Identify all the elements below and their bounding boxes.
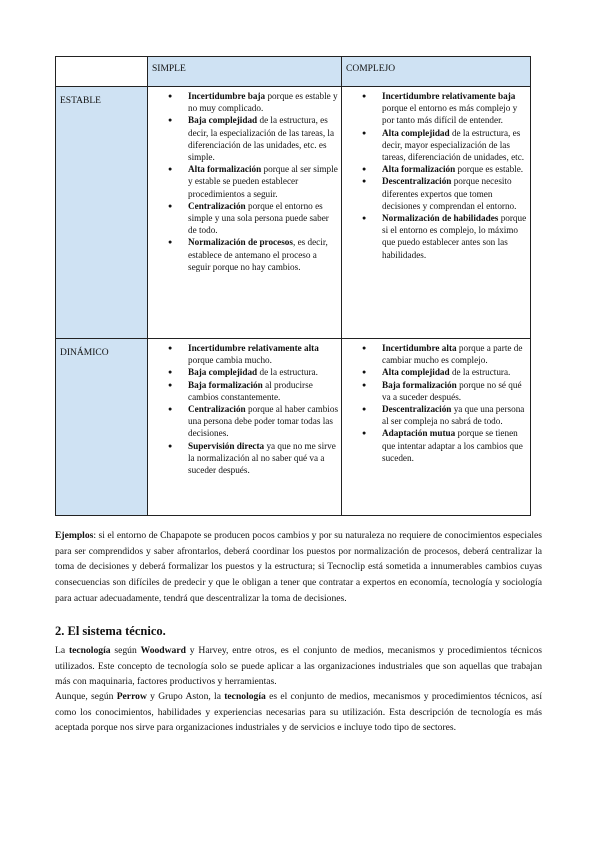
table-row-dinamico — [56, 339, 531, 516]
list-item: ● Adaptación mutua porque se tienen que intentar adaptar a los cambios que suceden. — [382, 427, 528, 464]
list-item: ● Supervisión directa ya que no me sirve la normalización al no saber qué va a suceder después. — [188, 440, 339, 477]
list-item: ● Alta formalización porque al ser simple y estable se pueden establecer procedimientos a seguir. — [188, 163, 339, 200]
cell-dinamico-complejo — [342, 339, 531, 516]
row-header-dinamico: DINÁMICO — [56, 339, 148, 516]
list-item: ● Baja complejidad de la estructura. — [188, 366, 339, 378]
col-header-complejo: COMPLEJO — [342, 57, 531, 87]
list-item: ● Baja complejidad de la estructura, es decir, la especialización de las tareas, la diferenciación de las unidades, etc. es simple. — [188, 114, 339, 163]
list-item: ● Centralización porque al haber cambios una persona debe poder tomar todas las decisiones. — [188, 403, 339, 440]
tecnologia-perrow-paragraph: Aunque, según Perrow y Grupo Aston, la tecnología es el conjunto de medios, mecanismos y procedimientos técnicos, así como los conocimientos, habilidades y experiencias necesarias para su utilización. Esta descripción de tecnología es más aceptada porque nos sirve para organizaciones industriales y de servicios e incluye todo tipo de sectores. — [55, 691, 542, 734]
list-item: ● Centralización porque el entorno es simple y una sola persona puede saber de todo. — [188, 200, 339, 237]
table-header-row — [56, 57, 531, 87]
row-header-estable: ESTABLE — [56, 87, 148, 339]
list-item: ● Normalización de habilidades porque si el entorno es complejo, lo máximo que puedo establecer antes son las habilidades. — [382, 212, 528, 261]
section-heading: 2. El sistema técnico. — [55, 624, 166, 638]
list-item: ● Baja formalización porque no sé qué va a suceder después. — [382, 379, 528, 403]
list-item: ● Incertidumbre baja porque es estable y no muy complicado. — [188, 90, 339, 114]
list-item: ● Incertidumbre relativamente alta porque cambia mucho. — [188, 342, 339, 366]
tecnologia-woodward-paragraph: La tecnología según Woodward y Harvey, entre otros, es el conjunto de medios, mecanismos y procedimientos técnicos utilizados. Este concepto de tecnología solo se puede aplicar a las organizaciones industriales que son aquellas que trabajan más con maquinaria, factores productivos y herramientas. — [55, 645, 542, 688]
environment-structure-table — [55, 56, 531, 516]
table-corner-cell — [56, 57, 148, 87]
list-item: ● Descentralización ya que una persona al ser compleja no sabrá de todo. — [382, 403, 528, 427]
list-item: ● Incertidumbre relativamente baja porque el entorno es más complejo y por tanto más difícil de entender. — [382, 90, 528, 127]
cell-dinamico-simple — [148, 339, 342, 516]
list-item: ● Alta complejidad de la estructura, es decir, mayor especialización de las tareas, diferenciación de unidades, etc. — [382, 127, 528, 164]
list-item: ● Incertidumbre alta porque a parte de cambiar mucho es complejo. — [382, 342, 528, 366]
cell-estable-simple — [148, 87, 342, 339]
list-item: ● Alta formalización porque es estable. — [382, 163, 528, 175]
cell-estable-complejo — [342, 87, 531, 339]
list-item: ● Normalización de procesos, es decir, establece de antemano el proceso a seguir porque no hay cambios. — [188, 236, 339, 273]
table-row-estable — [56, 87, 531, 339]
list-item: ● Baja formalización al producirse cambios constantemente. — [188, 379, 339, 403]
ejemplos-paragraph: Ejemplos: si el entorno de Chapapote se producen pocos cambios y por su naturaleza no requiere de conocimientos especiales para ser comprendidos y saber afrontarlos, deberá coordinar los puestos por normalización de procesos, deberá centralizar la toma de decisiones y deberá formalizar los puestos y la estructura; si Tecnoclip está sometida a innumerables cambios cuyas consecuencias son difíciles de predecir y que le obligan a tener que contratar a expertos en economía, tecnología y sociología para actuar adecuadamente, tendrá que descentralizar la toma de decisiones. — [55, 530, 542, 604]
col-header-simple: SIMPLE — [148, 57, 342, 87]
list-item: ● Descentralización porque necesito diferentes expertos que tomen decisiones y comprendan el entorno. — [382, 175, 528, 212]
list-item: ● Alta complejidad de la estructura. — [382, 366, 528, 378]
